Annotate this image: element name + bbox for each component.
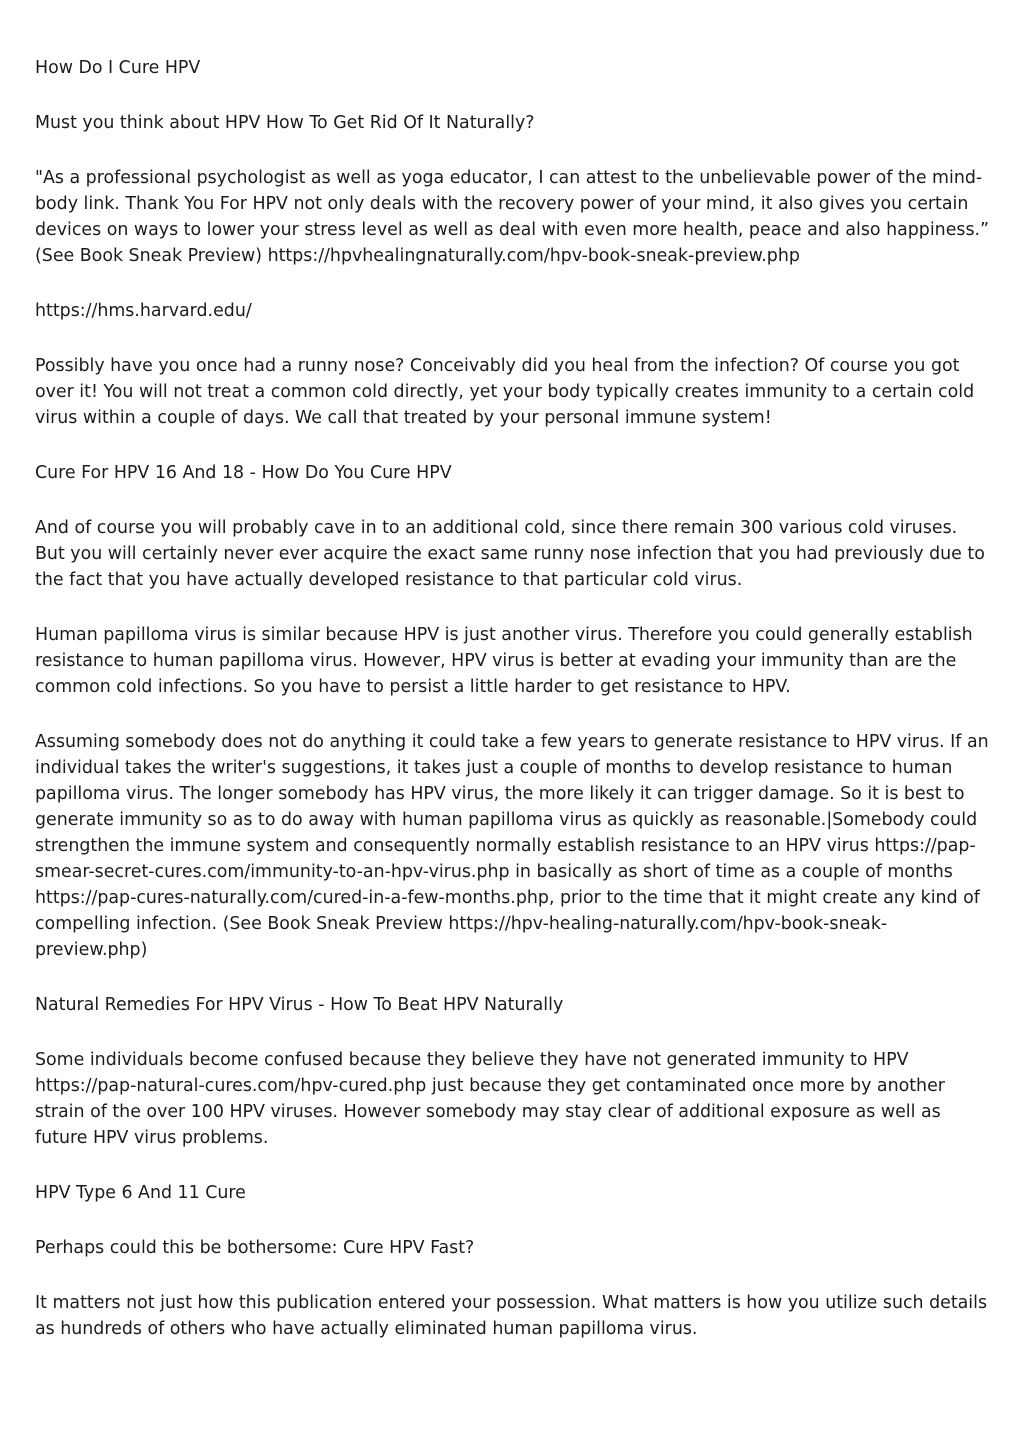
paragraph-confusion: Some individuals become confused because they believe they have not generated immunity to HPV https://pap-natural-cures.com/hpv-cured.php just because they get contaminated once more by another strain of the over 100 HPV viruses. However somebody may stay clear of additional exposure as well as future HPV virus problems.: [35, 1050, 945, 1148]
paragraph-testimonial: "As a professional psychologist as well as yoga educator, I can attest to the unbelievable power of the mind-body link. Thank You For HPV not only deals with the recovery power of your mind, it also gives you certain devices on ways to lower your stress level as well as deal with even more health, peace and also happiness.” (See Book Sneak Preview) https://hpvhealingnaturally.com/hpv-book-sneak-preview.php: [35, 168, 990, 266]
paragraph-intro-question: Must you think about HPV How To Get Rid Of It Naturally?: [35, 113, 535, 133]
paragraph-resistance: Assuming somebody does not do anything it could take a few years to generate resistance to HPV virus. If an individual takes the writer's suggestions, it takes just a couple of months to develop resistance to human papilloma virus. The longer somebody has HPV virus, the more likely it can trigger damage. So it is best to generate immunity so as to do away with human papilloma virus as quickly as reasonable.|Somebody could strengthen the immune system and consequently normally establish resistance to an HPV virus https://pap-smear-secret-cures.com/immunity-to-an-hpv-virus.php in basically as short of time as a couple of months https://pap-cures-naturally.com/cured-in-a-few-months.php, prior to the time that it might create any kind of compelling infection. (See Book Sneak Preview https://hpv-healing-naturally.com/hpv-book-sneak-preview.php): [35, 732, 989, 960]
subheading-hpv-16-18: Cure For HPV 16 And 18 - How Do You Cure HPV: [35, 463, 452, 483]
paragraph-reference-url: https://hms.harvard.edu/: [35, 301, 252, 321]
paragraph-cold-viruses: And of course you will probably cave in to an additional cold, since there remain 300 various cold viruses. But you will certainly never ever acquire the exact same runny nose infection that you had previously due to the fact that you have actually developed resistance to that particular cold virus.: [35, 518, 985, 590]
document-title: How Do I Cure HPV: [35, 58, 201, 78]
subheading-hpv-type-6-11: HPV Type 6 And 11 Cure: [35, 1183, 246, 1203]
paragraph-closing: It matters not just how this publication entered your possession. What matters is how you utilize such details as hundreds of others who have actually eliminated human papilloma virus.: [35, 1293, 988, 1339]
paragraph-bothersome: Perhaps could this be bothersome: Cure HPV Fast?: [35, 1238, 475, 1258]
paragraph-runny-nose: Possibly have you once had a runny nose? Conceivably did you heal from the infection? Of course you got over it! You will not treat a common cold directly, yet your body typically creates immunity to a certain cold virus within a couple of days. We call that treated by your personal immune system!: [35, 356, 975, 428]
subheading-natural-remedies: Natural Remedies For HPV Virus - How To Beat HPV Naturally: [35, 995, 564, 1015]
paragraph-human-papilloma: Human papilloma virus is similar because HPV is just another virus. Therefore you could generally establish resistance to human papilloma virus. However, HPV virus is better at evading your immunity than are the common cold infections. So you have to persist a little harder to get resistance to HPV.: [35, 625, 973, 697]
